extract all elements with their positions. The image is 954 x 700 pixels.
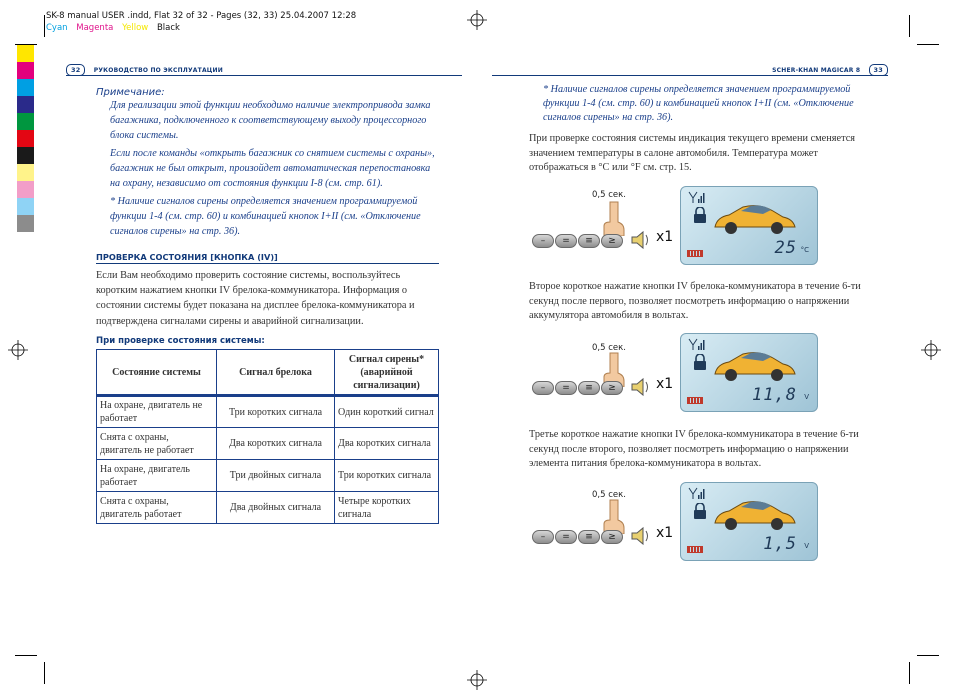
fob-button-ii[interactable]: = xyxy=(555,234,577,248)
page-number: 33 xyxy=(869,64,888,76)
plate-black: Black xyxy=(156,23,180,33)
battery-level-icon xyxy=(687,397,703,404)
running-head-text: РУКОВОДСТВО ПО ЭКСПЛУАТАЦИИ xyxy=(93,66,223,74)
temperature-paragraph: При проверке состояния системы индикация текущего времени сменяется значением температуры в салоне автомобиля. Температура может отображаться в °С или °F см. стр. 15. xyxy=(529,133,855,174)
fob-button-iii[interactable]: ≡ xyxy=(578,530,600,544)
lock-icon xyxy=(693,354,707,370)
table-cell: Два коротких сигнала xyxy=(335,428,439,460)
finger-press-icon xyxy=(602,200,626,236)
table-cell: Четыре коротких сигнала xyxy=(335,492,439,524)
registration-mark-icon xyxy=(8,340,28,360)
multiplier-label: x1 xyxy=(656,525,674,541)
keyfob-battery-paragraph: Третье короткое нажатие кнопки IV брелока-коммуникатора в течение 6-ти секунд после второго, позволяет посмотреть информацию о напряжении элемента питания брелока-коммуникатора в вольтах. xyxy=(529,429,859,470)
table-cell: Три двойных сигнала xyxy=(217,460,335,492)
column-header: Сигнал брелока xyxy=(217,350,335,396)
fob-button-iv[interactable]: ≥ xyxy=(601,234,623,248)
fob-button-i[interactable]: – xyxy=(532,530,554,544)
fob-scene xyxy=(530,186,890,272)
section-rule xyxy=(96,263,439,264)
status-signals-table xyxy=(96,349,439,524)
color-swatch xyxy=(17,147,34,164)
plate-yellow: Yellow xyxy=(122,23,149,33)
multiplier-label: x1 xyxy=(656,376,674,392)
speaker-icon xyxy=(630,526,652,546)
multiplier-label: x1 xyxy=(656,229,674,245)
color-swatch xyxy=(17,164,34,181)
signal-strength-icon xyxy=(687,338,705,350)
lock-icon xyxy=(693,207,707,223)
table-cell: Снята с охраны, двигатель не работает xyxy=(97,428,217,460)
table-row xyxy=(97,492,439,524)
note-paragraph: Для реализации этой функции необходимо наличие электропривода замка багажника, подключенного к соответствующему выходу процессорного блока системы. xyxy=(110,100,431,141)
table-cell: На охране, двигатель работает xyxy=(97,460,217,492)
column-header: Сигнал сирены* (аварийной сигнализации) xyxy=(335,350,439,396)
table-row xyxy=(97,396,439,428)
color-swatch xyxy=(17,198,34,215)
crop-mark xyxy=(917,44,939,45)
battery-paragraph: Второе короткое нажатие кнопки IV брелока-коммуникатора в течение 6-ти секунд после первого, позволяет посмотреть информацию о напряжении аккумулятора автомобиля в вольтах. xyxy=(529,281,861,322)
table-cell: Два двойных сигнала xyxy=(217,492,335,524)
finger-press-icon xyxy=(602,498,626,534)
crop-mark xyxy=(44,15,45,37)
fob-button-ii[interactable]: = xyxy=(555,381,577,395)
press-time-label: 0,5 сек. xyxy=(592,190,626,200)
color-swatch xyxy=(17,62,34,79)
plate-cyan: Cyan xyxy=(46,23,68,33)
lcd-readout: 11,8 xyxy=(752,385,797,405)
header-rule xyxy=(492,75,888,76)
table-cell: Три коротких сигнала xyxy=(335,460,439,492)
section-heading: ПРОВЕРКА СОСТОЯНИЯ [КНОПКА (IV)] xyxy=(96,252,278,262)
footnote: * Наличие сигналов сирены определяется значением программируемой функции 1-4 (см. стр. 60) и комбинацией кнопок I+II (см. «Отключение сигналов сирены» на стр. 36). xyxy=(543,84,854,123)
fob-button-iv[interactable]: ≥ xyxy=(601,381,623,395)
color-swatch xyxy=(17,79,34,96)
fob-scene xyxy=(530,333,890,419)
registration-mark-icon xyxy=(467,670,487,690)
color-swatch xyxy=(17,181,34,198)
lock-icon xyxy=(693,503,707,519)
lcd-readout: 1,5 xyxy=(763,534,797,554)
table-cell: Снята с охраны, двигатель работает xyxy=(97,492,217,524)
crop-mark xyxy=(909,15,910,37)
crop-mark xyxy=(909,662,910,684)
print-slug xyxy=(46,10,356,34)
note-paragraph: Если после команды «открыть багажник со снятием системы с охраны», багажник не был открыт, произойдет автоматическая перепостановка на охрану, независимо от состояния функции I-8 (см. стр. 61). xyxy=(110,148,435,189)
battery-level-icon xyxy=(687,250,703,257)
note-paragraph: * Наличие сигналов сирены определяется значением программируемой функции 1-4 (см. стр. 60) и комбинацией кнопок I+II (см. «Отключение сигналов сирены» на стр. 36). xyxy=(110,196,421,237)
fob-button-iv[interactable]: ≥ xyxy=(601,530,623,544)
signal-strength-icon xyxy=(687,191,705,203)
registration-mark-icon xyxy=(467,10,487,30)
car-icon xyxy=(711,348,797,384)
lcd-unit: °C xyxy=(800,246,809,254)
car-icon xyxy=(711,201,797,237)
table-header-row xyxy=(97,350,439,396)
fob-button-i[interactable]: – xyxy=(532,381,554,395)
press-time-label: 0,5 сек. xyxy=(592,490,626,500)
table-cell: Один короткий сигнал xyxy=(335,396,439,428)
speaker-icon xyxy=(630,230,652,250)
intro-paragraph: Если Вам необходимо проверить состояние системы, воспользуйтесь коротким нажатием кнопки IV брелока-коммуникатора. Информация о состоянии системы будет показана на дисплее брелока-коммуникатора и подтверждена сигналами сирены и аварийной сигнализации. xyxy=(96,270,415,327)
table-cell: Два коротких сигнала xyxy=(217,428,335,460)
table-cell: На охране, двигатель не работает xyxy=(97,396,217,428)
color-swatch xyxy=(17,113,34,130)
crop-mark xyxy=(44,662,45,684)
battery-level-icon xyxy=(687,546,703,553)
header-rule xyxy=(66,75,462,76)
crop-mark xyxy=(15,655,37,656)
signal-strength-icon xyxy=(687,487,705,499)
table-row xyxy=(97,428,439,460)
keyfob-lcd-display xyxy=(680,333,818,412)
lcd-unit: V xyxy=(804,393,809,401)
table-cell: Три коротких сигнала xyxy=(217,396,335,428)
table-row xyxy=(97,460,439,492)
fob-scene xyxy=(530,482,890,568)
color-plates xyxy=(46,22,356,34)
running-head-text: SCHER-KHAN MAGICAR 8 xyxy=(772,66,861,74)
page-number: 32 xyxy=(66,64,85,76)
color-swatch xyxy=(17,215,34,232)
fob-button-iii[interactable]: ≡ xyxy=(578,381,600,395)
speaker-icon xyxy=(630,377,652,397)
fob-button-i[interactable]: – xyxy=(532,234,554,248)
note-title: Примечание: xyxy=(96,87,165,98)
keyfob-lcd-display xyxy=(680,482,818,561)
fob-button-ii[interactable]: = xyxy=(555,530,577,544)
registration-mark-icon xyxy=(921,340,941,360)
slug-line: SK-8 manual USER .indd, Flat 32 of 32 - Pages (32, 33) 25.04.2007 12:28 xyxy=(46,11,357,21)
keyfob-lcd-display xyxy=(680,186,818,265)
color-swatch-strip xyxy=(17,45,34,232)
press-time-label: 0,5 сек. xyxy=(592,343,626,353)
color-swatch xyxy=(17,96,34,113)
plate-magenta: Magenta xyxy=(76,23,114,33)
table-title: При проверке состояния системы: xyxy=(96,336,265,346)
lcd-unit: V xyxy=(804,542,809,550)
column-header: Состояние системы xyxy=(97,350,217,396)
color-swatch xyxy=(17,45,34,62)
color-swatch xyxy=(17,130,34,147)
crop-mark xyxy=(917,655,939,656)
lcd-readout: 25 xyxy=(774,238,797,258)
car-icon xyxy=(711,497,797,533)
fob-button-iii[interactable]: ≡ xyxy=(578,234,600,248)
